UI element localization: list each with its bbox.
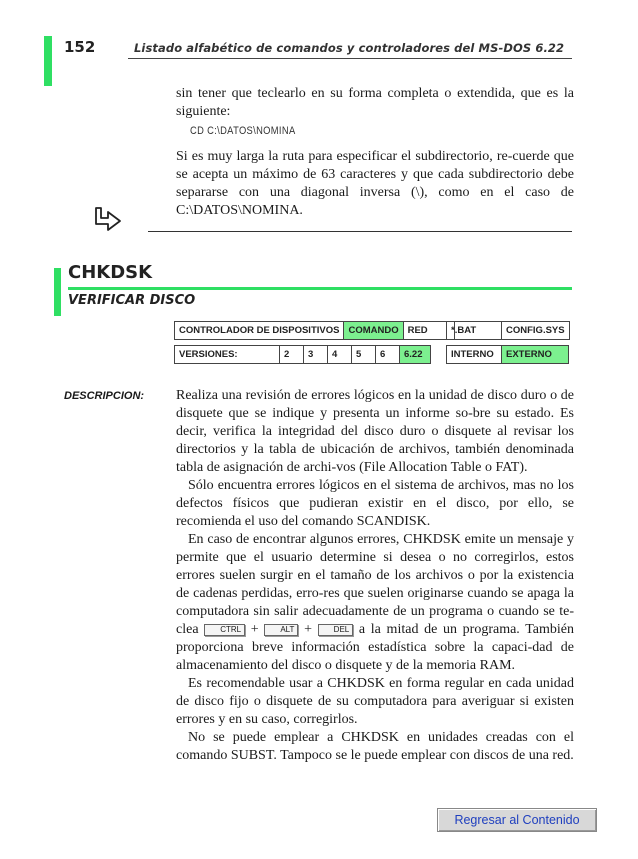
section-rule: [68, 287, 572, 290]
intro-paragraph: sin tener que teclearlo en su forma completa o extendida, que es la siguiente:: [176, 86, 574, 119]
type-comando: COMANDO: [344, 322, 403, 340]
versions-table: [174, 345, 431, 364]
header-rule: [128, 58, 572, 59]
version-cell: 4: [328, 346, 352, 364]
description-body: [176, 387, 574, 765]
version-cell: 6.22: [400, 346, 431, 364]
header-accent-bar: [44, 36, 52, 86]
section-accent-bar: [54, 268, 61, 316]
kind-table: [446, 345, 569, 364]
ctrl-key: CTRL: [204, 624, 245, 636]
type-red: RED: [403, 322, 454, 340]
example-command: CD C:\DATOS\NOMINA: [190, 125, 296, 137]
version-cell: 6: [376, 346, 400, 364]
del-key: DEL: [318, 624, 354, 636]
hand-pointing-icon: [92, 206, 124, 234]
version-cell: 5: [352, 346, 376, 364]
command-subtitle: VERIFICAR DISCO: [68, 293, 196, 308]
description-paragraph-3: [176, 531, 574, 675]
type-bat: *.BAT: [447, 322, 502, 340]
version-cell: 2: [280, 346, 304, 364]
plus-sign: +: [250, 622, 259, 637]
back-to-contents-button[interactable]: Regresar al Contenido: [437, 808, 597, 832]
file-type-table: [446, 321, 570, 340]
type-config: CONFIG.SYS: [502, 322, 570, 340]
description-paragraph-5: No se puede emplear a CHKDSK en unidades creadas con el comando SUBST. Tampoco se le puede emplear con discos de una red.: [176, 730, 574, 763]
intro-paragraph-2: Si es muy larga la ruta para especificar el subdirectorio, re-cuerde que se acepta un máximo de 63 caracteres y que cada subdirectorio debe separarse con una diagonal inversa (\), como en el caso de C:\DATOS\NOMINA.: [176, 149, 574, 218]
kind-interno: INTERNO: [447, 346, 502, 364]
description-paragraph-2: Sólo encuentra errores lógicos en el sistema de archivos, mas no los defectos físicos que pudieran existir en el disco, por ello, se recomienda el uso del comando SCANDISK.: [176, 478, 574, 529]
plus-sign: +: [304, 622, 312, 637]
description-label: DESCRIPCION:: [64, 390, 145, 402]
alt-key: ALT: [264, 624, 298, 636]
type-table: [174, 321, 455, 340]
running-title: Listado alfabético de comandos y controladores del MS-DOS 6.22: [134, 41, 565, 55]
page-number: 152: [64, 38, 96, 56]
kind-externo: EXTERNO: [502, 346, 569, 364]
note-rule: [148, 231, 572, 232]
paragraph-3-start: En caso de encontrar algunos errores, CHKDSK emite un mensaje y permite que el usuario determine si desea o no corregirlos, estos errores suelen surgir en el tamaño de los archivos o por la existencia de cadenas perdidas, erro-res que suelen originarse cuando se apaga la computadora sin salir adecuadamente de un programa o cuando se te-clea: [176, 532, 574, 637]
paragraph-3-end: a la mitad de un programa. También proporciona breve información estadística sobre la capaci-dad de almacenamiento del disco o disquete y de la memoria RAM.: [176, 622, 575, 673]
version-cell: 3: [304, 346, 328, 364]
command-title: CHKDSK: [68, 262, 153, 283]
type-controlador: CONTROLADOR DE DISPOSITIVOS: [175, 322, 344, 340]
description-paragraph-4: Es recomendable usar a CHKDSK en forma regular en cada unidad de disco fijo o disquete de su computadora para averiguar si existen errores y en su caso, corregirlos.: [176, 676, 574, 727]
description-paragraph-1: Realiza una revisión de errores lógicos en la unidad de disco duro o de disquete que se indique y presenta un informe so-bre su estado. Es decir, verifica la integridad del disco duro o disquete al revisar los directorios y la tabla de ubicación de archivos, también denominada tabla de asignación de archi-vos (File Allocation Table o FAT).: [176, 388, 574, 475]
versions-label: VERSIONES:: [175, 346, 280, 364]
